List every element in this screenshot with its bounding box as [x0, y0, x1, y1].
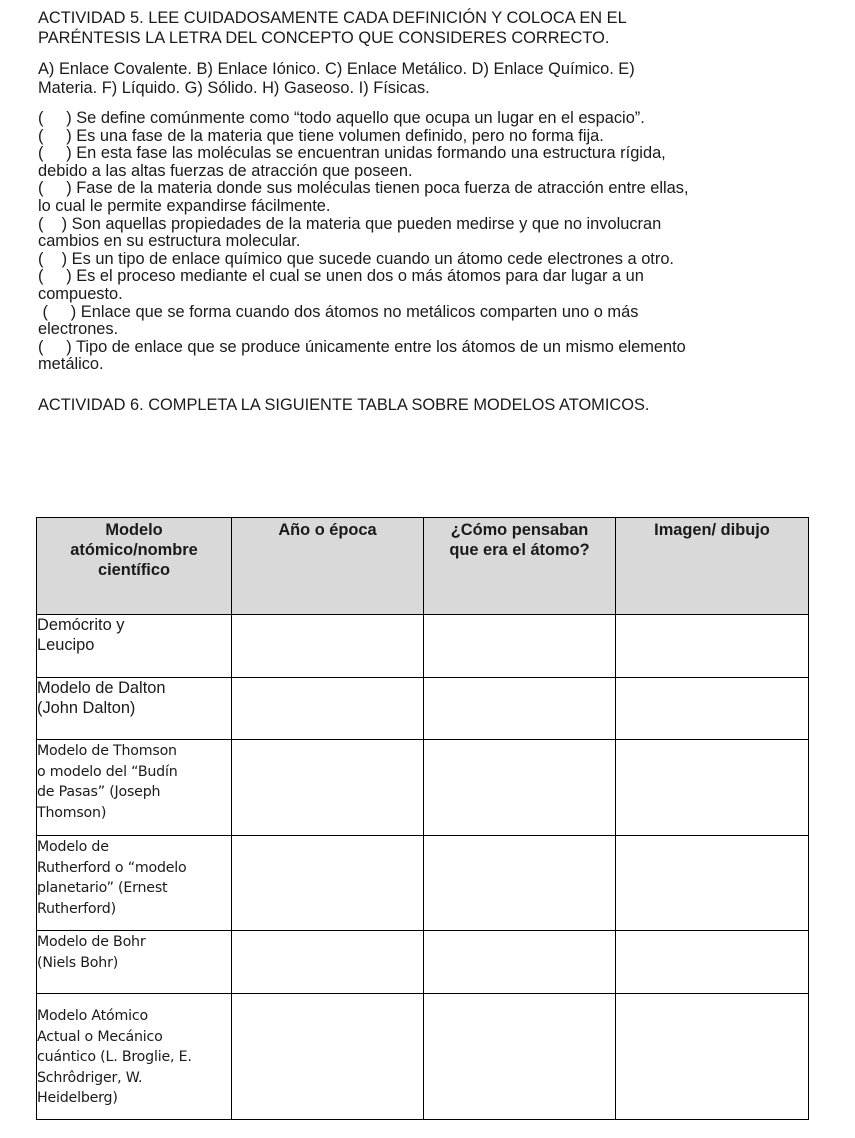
- image-answer-cell[interactable]: [616, 994, 809, 1120]
- belief-answer-cell[interactable]: [424, 931, 616, 994]
- belief-answer-cell[interactable]: [424, 740, 616, 836]
- year-answer-cell[interactable]: [232, 994, 424, 1120]
- table-row: [37, 678, 809, 740]
- atomic-models-table: [36, 517, 809, 1120]
- table-header-row: [37, 518, 809, 615]
- definition-item: ( ) Tipo de enlace que se produce únicamente entre los átomos de un mismo elemento metálico.: [38, 337, 686, 374]
- definition-item: ( ) Enlace que se forma cuando dos átomos no metálicos comparten uno o más electrones.: [38, 302, 639, 339]
- definition-item: ( ) Es el proceso mediante el cual se unen dos o más átomos para dar lugar a un compuesto.: [38, 267, 644, 303]
- definition-item: ( ) Es una fase de la materia que tiene volumen definido, pero no forma fija.: [38, 126, 604, 145]
- image-answer-cell[interactable]: [616, 678, 809, 740]
- model-name-cell: Modelo Atómico Actual o Mecánico cuántico (L. Broglie, E. Schrôdriger, W. Heidelberg): [37, 994, 232, 1120]
- column-header-model: Modelo atómico/nombre científico: [37, 518, 232, 615]
- belief-answer-cell[interactable]: [424, 836, 616, 931]
- table-row: [37, 836, 809, 931]
- column-header-year: Año o época: [232, 518, 424, 615]
- definition-list: [38, 110, 808, 374]
- belief-answer-cell[interactable]: [424, 615, 616, 678]
- table-row: [37, 994, 809, 1120]
- image-answer-cell[interactable]: [616, 615, 809, 678]
- model-name-cell: Modelo de Rutherford o “modelo planetario” (Ernest Rutherford): [37, 836, 232, 931]
- belief-answer-cell[interactable]: [424, 678, 616, 740]
- image-answer-cell[interactable]: [616, 740, 809, 836]
- year-answer-cell[interactable]: [232, 615, 424, 678]
- year-answer-cell[interactable]: [232, 836, 424, 931]
- model-name-cell: Demócrito y Leucipo: [37, 615, 232, 678]
- worksheet: [38, 8, 808, 415]
- belief-answer-cell[interactable]: [424, 994, 616, 1120]
- table-row: [37, 615, 809, 678]
- definition-item: ( ) En esta fase las moléculas se encuentran unidas formando una estructura rígida, debido a las altas fuerzas de atracción que poseen.: [38, 144, 666, 180]
- table-row: [37, 740, 809, 836]
- activity6-heading: ACTIVIDAD 6. COMPLETA LA SIGUIENTE TABLA SOBRE MODELOS ATOMICOS.: [38, 395, 650, 414]
- table-row: [37, 931, 809, 994]
- image-answer-cell[interactable]: [616, 836, 809, 931]
- column-header-image: Imagen/ dibujo: [616, 518, 809, 615]
- definition-item: ( ) Se define comúnmente como “todo aquello que ocupa un lugar en el espacio”.: [38, 109, 645, 127]
- activity5-heading: [38, 8, 808, 48]
- year-answer-cell[interactable]: [232, 740, 424, 836]
- concept-options: [38, 60, 808, 98]
- model-name-cell: Modelo de Bohr (Niels Bohr): [37, 931, 232, 994]
- year-answer-cell[interactable]: [232, 931, 424, 994]
- activity5-heading-line1: ACTIVIDAD 5. LEE CUIDADOSAMENTE CADA DEFINICIÓN Y COLOCA EN EL: [38, 9, 627, 27]
- definition-item: ( ) Es un tipo de enlace químico que sucede cuando un átomo cede electrones a otro.: [38, 249, 674, 268]
- image-answer-cell[interactable]: [616, 931, 809, 994]
- concept-options-line2: Materia. F) Líquido. G) Sólido. H) Gaseoso. I) Físicas.: [38, 79, 430, 97]
- definition-item: ( ) Son aquellas propiedades de la materia que pueden medirse y que no involucran cambios en su estructura molecular.: [38, 214, 662, 251]
- model-name-cell: Modelo de Thomson o modelo del “Budín de Pasas” (Joseph Thomson): [37, 740, 232, 836]
- definition-item: ( ) Fase de la materia donde sus moléculas tienen poca fuerza de atracción entre ellas, lo cual le permite expandirse fácilmente.: [38, 179, 689, 215]
- concept-options-line1: A) Enlace Covalente. B) Enlace Iónico. C) Enlace Metálico. D) Enlace Químico. E): [38, 60, 635, 78]
- year-answer-cell[interactable]: [232, 678, 424, 740]
- activity5-heading-line2: PARÉNTESIS LA LETRA DEL CONCEPTO QUE CONSIDERES CORRECTO.: [38, 29, 610, 47]
- model-name-cell: Modelo de Dalton (John Dalton): [37, 678, 232, 740]
- column-header-belief: ¿Cómo pensaban que era el átomo?: [424, 518, 616, 615]
